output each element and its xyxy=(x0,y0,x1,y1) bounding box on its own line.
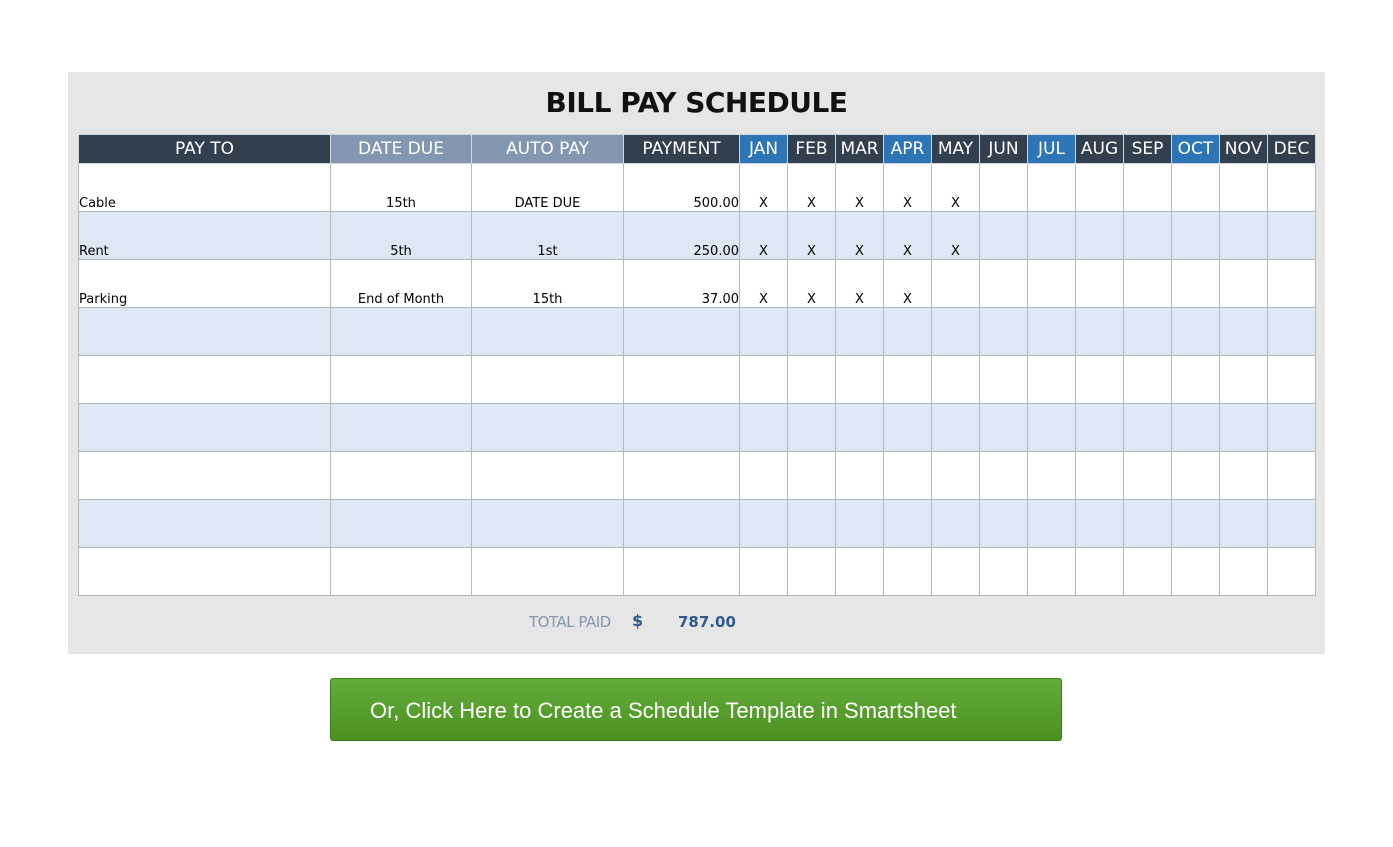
cell-month-sep[interactable] xyxy=(1124,452,1172,500)
cell-month-may[interactable] xyxy=(932,404,980,452)
cell-month-jul[interactable] xyxy=(1028,212,1076,260)
cell-month-may[interactable] xyxy=(932,260,980,308)
cell-month-aug[interactable] xyxy=(1076,500,1124,548)
cell-month-may[interactable] xyxy=(932,548,980,596)
cell-payment[interactable] xyxy=(624,548,740,596)
cell-month-apr[interactable] xyxy=(884,452,932,500)
total-paid-value: 787.00 xyxy=(678,613,736,631)
cell-month-jan[interactable] xyxy=(740,356,788,404)
cell-month-jun[interactable] xyxy=(980,260,1028,308)
cell-date-due[interactable]: 5th xyxy=(331,212,472,260)
header-month-mar: MAR xyxy=(836,135,884,164)
header-month-apr: APR xyxy=(884,135,932,164)
cell-month-apr[interactable] xyxy=(884,404,932,452)
cell-month-nov[interactable] xyxy=(1220,212,1268,260)
cell-month-aug[interactable] xyxy=(1076,164,1124,212)
cell-month-aug[interactable] xyxy=(1076,404,1124,452)
header-month-jul: JUL xyxy=(1028,135,1076,164)
cell-month-mar[interactable] xyxy=(836,308,884,356)
cell-auto-pay[interactable]: 1st xyxy=(472,212,624,260)
cell-month-mar[interactable] xyxy=(836,404,884,452)
bill-pay-table xyxy=(78,134,1316,596)
header-pay-to: PAY TO xyxy=(79,135,331,164)
header-month-oct: OCT xyxy=(1172,135,1220,164)
cell-month-apr[interactable] xyxy=(884,548,932,596)
cell-month-jul[interactable] xyxy=(1028,164,1076,212)
cell-month-apr[interactable]: X xyxy=(884,164,932,212)
cell-month-dec[interactable] xyxy=(1268,260,1316,308)
cell-month-may[interactable] xyxy=(932,500,980,548)
cell-month-nov[interactable] xyxy=(1220,404,1268,452)
table-row xyxy=(79,164,1316,212)
cell-month-oct[interactable] xyxy=(1172,452,1220,500)
cell-month-feb[interactable]: X xyxy=(788,212,836,260)
cell-auto-pay[interactable] xyxy=(472,404,624,452)
cell-pay-to[interactable] xyxy=(79,548,331,596)
cell-month-dec[interactable] xyxy=(1268,548,1316,596)
cell-payment[interactable] xyxy=(624,356,740,404)
cell-payment[interactable] xyxy=(624,404,740,452)
cell-auto-pay[interactable]: 15th xyxy=(472,260,624,308)
cell-month-aug[interactable] xyxy=(1076,548,1124,596)
cell-month-oct[interactable] xyxy=(1172,164,1220,212)
cell-month-jul[interactable] xyxy=(1028,500,1076,548)
cell-month-aug[interactable] xyxy=(1076,308,1124,356)
header-month-jan: JAN xyxy=(740,135,788,164)
cell-month-jul[interactable] xyxy=(1028,404,1076,452)
cell-date-due[interactable] xyxy=(331,500,472,548)
cell-month-nov[interactable] xyxy=(1220,164,1268,212)
cell-month-may[interactable] xyxy=(932,308,980,356)
total-paid-label: TOTAL PAID xyxy=(529,613,611,631)
table-row xyxy=(79,500,1316,548)
header-month-dec: DEC xyxy=(1268,135,1316,164)
cell-month-feb[interactable] xyxy=(788,452,836,500)
cell-auto-pay[interactable] xyxy=(472,452,624,500)
sheet-title: BILL PAY SCHEDULE xyxy=(545,86,848,119)
table-row xyxy=(79,212,1316,260)
header-month-nov: NOV xyxy=(1220,135,1268,164)
cell-month-jan[interactable] xyxy=(740,500,788,548)
cell-month-feb[interactable] xyxy=(788,356,836,404)
cell-month-jun[interactable] xyxy=(980,308,1028,356)
cell-month-oct[interactable] xyxy=(1172,212,1220,260)
cell-month-oct[interactable] xyxy=(1172,260,1220,308)
cell-month-oct[interactable] xyxy=(1172,548,1220,596)
cell-auto-pay[interactable] xyxy=(472,356,624,404)
cell-month-jan[interactable] xyxy=(740,308,788,356)
cell-month-jun[interactable] xyxy=(980,164,1028,212)
cell-month-jun[interactable] xyxy=(980,356,1028,404)
cell-date-due[interactable] xyxy=(331,308,472,356)
cell-auto-pay[interactable]: DATE DUE xyxy=(472,164,624,212)
cell-month-mar[interactable] xyxy=(836,356,884,404)
cell-month-sep[interactable] xyxy=(1124,260,1172,308)
cell-month-may[interactable]: X xyxy=(932,212,980,260)
table-row xyxy=(79,356,1316,404)
cell-pay-to[interactable] xyxy=(79,308,331,356)
cell-month-feb[interactable] xyxy=(788,404,836,452)
cell-month-sep[interactable] xyxy=(1124,212,1172,260)
cell-pay-to[interactable] xyxy=(79,500,331,548)
cell-month-nov[interactable] xyxy=(1220,260,1268,308)
table-row xyxy=(79,452,1316,500)
cell-month-jun[interactable] xyxy=(980,404,1028,452)
table-body xyxy=(79,164,1316,596)
cell-month-feb[interactable]: X xyxy=(788,260,836,308)
header-date-due: DATE DUE xyxy=(331,135,472,164)
cell-payment[interactable] xyxy=(624,308,740,356)
cell-payment[interactable] xyxy=(624,500,740,548)
table-row xyxy=(79,404,1316,452)
cell-month-jul[interactable] xyxy=(1028,260,1076,308)
cell-month-nov[interactable] xyxy=(1220,500,1268,548)
cell-month-dec[interactable] xyxy=(1268,356,1316,404)
cell-month-oct[interactable] xyxy=(1172,308,1220,356)
cell-month-mar[interactable]: X xyxy=(836,164,884,212)
table-row xyxy=(79,548,1316,596)
cell-month-jan[interactable]: X xyxy=(740,212,788,260)
bill-pay-sheet xyxy=(68,72,1325,654)
header-month-may: MAY xyxy=(932,135,980,164)
cell-month-jul[interactable] xyxy=(1028,308,1076,356)
cell-auto-pay[interactable] xyxy=(472,308,624,356)
cell-pay-to[interactable]: Parking xyxy=(79,260,331,308)
cell-payment[interactable] xyxy=(624,452,740,500)
total-currency-symbol: $ xyxy=(632,611,644,630)
cell-month-feb[interactable] xyxy=(788,308,836,356)
cell-month-sep[interactable] xyxy=(1124,356,1172,404)
header-month-feb: FEB xyxy=(788,135,836,164)
cell-date-due[interactable] xyxy=(331,548,472,596)
cell-month-nov[interactable] xyxy=(1220,548,1268,596)
cell-month-dec[interactable] xyxy=(1268,404,1316,452)
cell-payment[interactable]: 37.00 xyxy=(624,260,740,308)
cell-month-dec[interactable] xyxy=(1268,308,1316,356)
header-row xyxy=(79,135,1316,164)
cell-month-mar[interactable] xyxy=(836,500,884,548)
cell-month-jan[interactable] xyxy=(740,404,788,452)
cell-month-may[interactable]: X xyxy=(932,164,980,212)
cell-pay-to[interactable]: Cable xyxy=(79,164,331,212)
cell-auto-pay[interactable] xyxy=(472,548,624,596)
cell-month-jul[interactable] xyxy=(1028,452,1076,500)
cell-month-sep[interactable] xyxy=(1124,548,1172,596)
cell-month-jan[interactable] xyxy=(740,548,788,596)
create-template-button[interactable]: Or, Click Here to Create a Schedule Template in Smartsheet xyxy=(330,678,1062,741)
cell-month-nov[interactable] xyxy=(1220,308,1268,356)
cell-month-apr[interactable]: X xyxy=(884,212,932,260)
cell-month-jan[interactable]: X xyxy=(740,260,788,308)
cell-month-jun[interactable] xyxy=(980,212,1028,260)
cell-pay-to[interactable] xyxy=(79,356,331,404)
cell-month-may[interactable] xyxy=(932,452,980,500)
header-month-sep: SEP xyxy=(1124,135,1172,164)
cell-month-dec[interactable] xyxy=(1268,500,1316,548)
cell-auto-pay[interactable] xyxy=(472,500,624,548)
cell-month-sep[interactable] xyxy=(1124,404,1172,452)
cell-month-jul[interactable] xyxy=(1028,356,1076,404)
cell-month-aug[interactable] xyxy=(1076,356,1124,404)
header-payment: PAYMENT xyxy=(624,135,740,164)
cell-month-apr[interactable]: X xyxy=(884,260,932,308)
cell-month-sep[interactable] xyxy=(1124,164,1172,212)
cell-month-mar[interactable] xyxy=(836,548,884,596)
cell-date-due[interactable] xyxy=(331,404,472,452)
cell-month-jun[interactable] xyxy=(980,500,1028,548)
header-auto-pay: AUTO PAY xyxy=(472,135,624,164)
cell-payment[interactable]: 250.00 xyxy=(624,212,740,260)
cell-pay-to[interactable] xyxy=(79,452,331,500)
cell-month-may[interactable] xyxy=(932,356,980,404)
header-month-aug: AUG xyxy=(1076,135,1124,164)
cell-month-feb[interactable] xyxy=(788,500,836,548)
cell-month-oct[interactable] xyxy=(1172,404,1220,452)
cell-month-oct[interactable] xyxy=(1172,356,1220,404)
cell-month-apr[interactable] xyxy=(884,356,932,404)
cell-month-aug[interactable] xyxy=(1076,452,1124,500)
cell-pay-to[interactable] xyxy=(79,404,331,452)
cell-month-aug[interactable] xyxy=(1076,260,1124,308)
cell-month-dec[interactable] xyxy=(1268,212,1316,260)
cell-month-mar[interactable]: X xyxy=(836,212,884,260)
cell-month-sep[interactable] xyxy=(1124,500,1172,548)
cell-month-nov[interactable] xyxy=(1220,452,1268,500)
cell-month-jun[interactable] xyxy=(980,452,1028,500)
cell-month-aug[interactable] xyxy=(1076,212,1124,260)
table-row xyxy=(79,260,1316,308)
cell-month-feb[interactable]: X xyxy=(788,164,836,212)
cell-month-apr[interactable] xyxy=(884,308,932,356)
cell-date-due[interactable] xyxy=(331,452,472,500)
cell-month-jan[interactable]: X xyxy=(740,164,788,212)
cell-date-due[interactable]: 15th xyxy=(331,164,472,212)
cell-month-apr[interactable] xyxy=(884,500,932,548)
cell-month-sep[interactable] xyxy=(1124,308,1172,356)
table-row xyxy=(79,308,1316,356)
header-month-jun: JUN xyxy=(980,135,1028,164)
cell-month-jun[interactable] xyxy=(980,548,1028,596)
cell-month-jan[interactable] xyxy=(740,452,788,500)
cell-month-dec[interactable] xyxy=(1268,452,1316,500)
cell-payment[interactable]: 500.00 xyxy=(624,164,740,212)
cell-month-mar[interactable] xyxy=(836,452,884,500)
cell-month-jul[interactable] xyxy=(1028,548,1076,596)
cell-pay-to[interactable]: Rent xyxy=(79,212,331,260)
cell-month-mar[interactable]: X xyxy=(836,260,884,308)
cell-date-due[interactable] xyxy=(331,356,472,404)
cell-date-due[interactable]: End of Month xyxy=(331,260,472,308)
cell-month-nov[interactable] xyxy=(1220,356,1268,404)
cell-month-feb[interactable] xyxy=(788,548,836,596)
cell-month-oct[interactable] xyxy=(1172,500,1220,548)
cell-month-dec[interactable] xyxy=(1268,164,1316,212)
